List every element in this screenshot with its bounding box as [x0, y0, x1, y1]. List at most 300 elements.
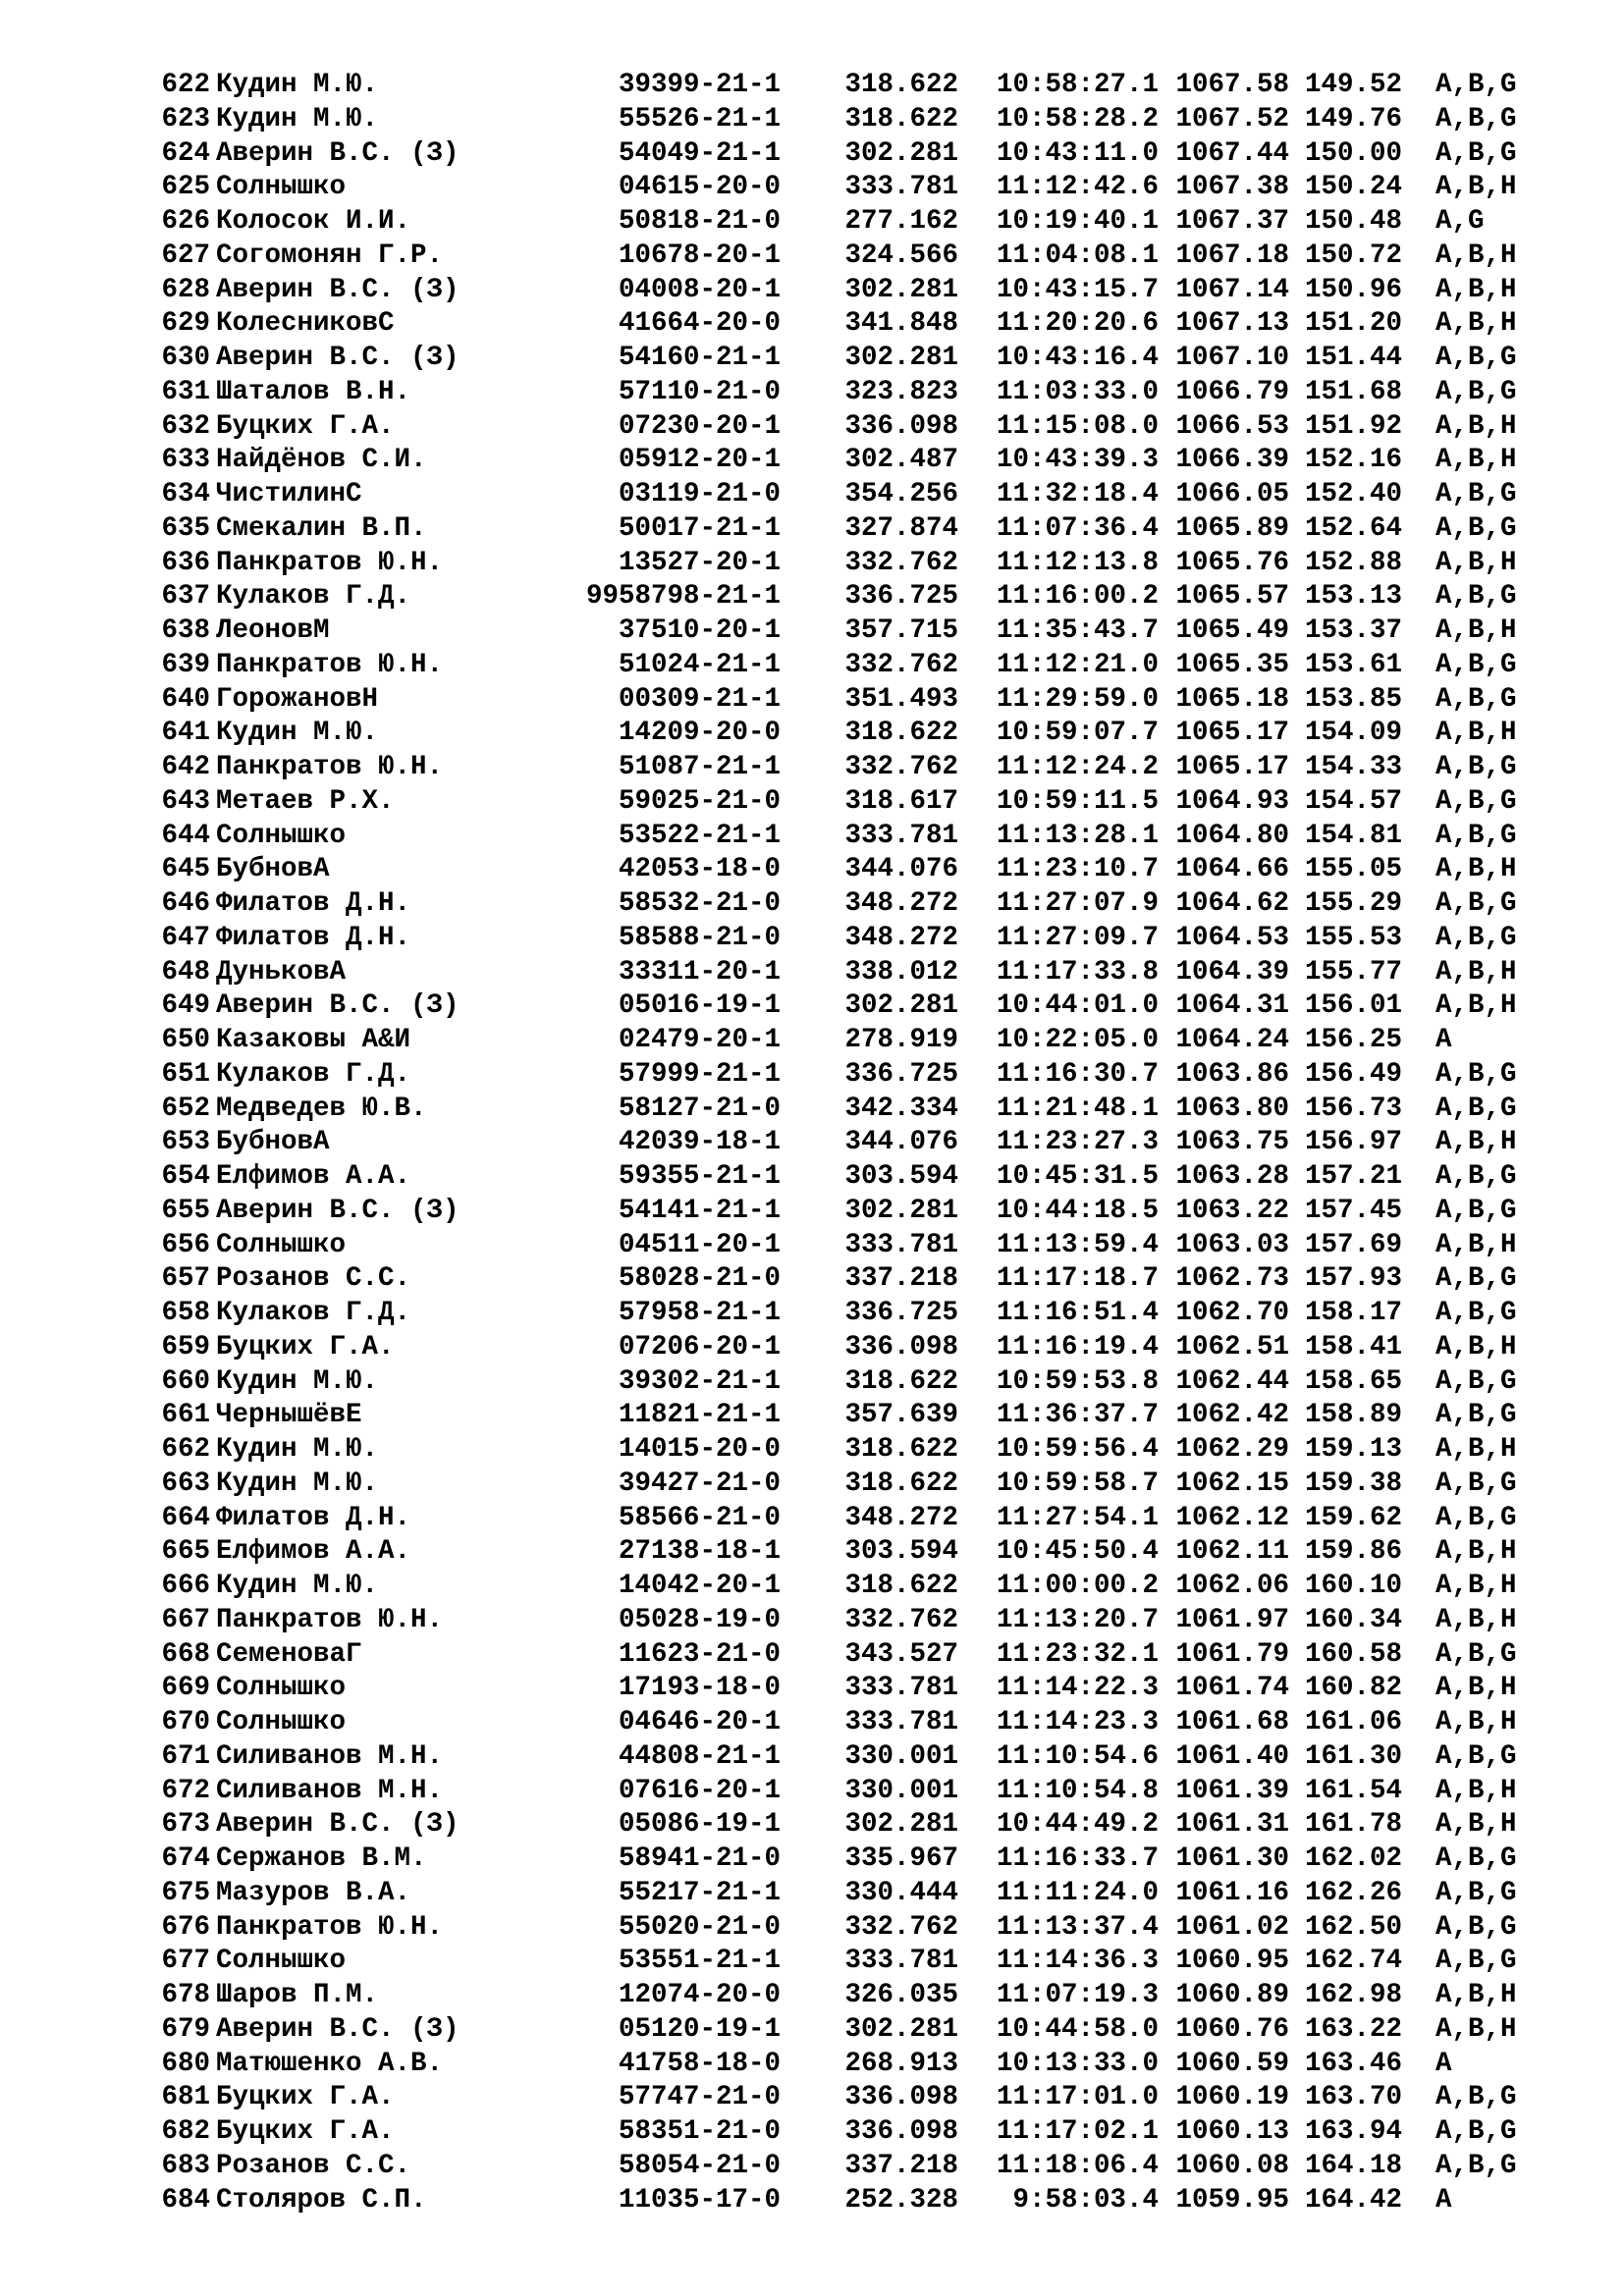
result-row: [0, 2150, 1624, 2184]
classes: A,B,G: [1435, 1911, 1517, 1943]
arrival-time: 10:59:58.7: [996, 1468, 1159, 1499]
distance: 332.762: [844, 649, 958, 680]
result-row: [0, 580, 1624, 614]
result-row: [0, 989, 1624, 1024]
arrival-time: 11:27:54.1: [996, 1502, 1159, 1533]
speed: 1064.39: [1175, 956, 1289, 988]
classes: A,B,G: [1435, 649, 1517, 680]
participant-name: Солнышко: [216, 820, 347, 851]
place-number: 644: [161, 820, 210, 851]
place-number: 672: [161, 1775, 210, 1806]
arrival-time: 11:16:19.4: [996, 1331, 1159, 1362]
place-number: 667: [161, 1604, 210, 1635]
place-number: 651: [161, 1058, 210, 1090]
result-row: [0, 785, 1624, 820]
participant-name: Филатов Д.Н.: [216, 922, 411, 953]
classes: A,B,G: [1435, 1502, 1517, 1533]
ring-number: 00309-21-1: [618, 683, 781, 715]
speed: 1065.17: [1175, 752, 1289, 782]
classes: A,B,G: [1435, 1946, 1517, 1977]
speed: 1067.52: [1175, 103, 1289, 134]
ring-number: 58566-21-0: [618, 1502, 781, 1533]
distance: 351.493: [844, 683, 958, 715]
arrival-time: 10:44:01.0: [996, 990, 1159, 1022]
ring-number: 10678-20-1: [618, 240, 781, 271]
coefficient: 162.02: [1304, 1843, 1402, 1874]
distance: 336.098: [844, 1331, 958, 1362]
ring-number: 05028-19-0: [618, 1604, 781, 1635]
classes: A,B,G: [1435, 103, 1517, 134]
participant-name: Филатов Д.Н.: [216, 1502, 411, 1533]
participant-name: Аверин В.С. (З): [216, 990, 460, 1022]
result-row: [0, 956, 1624, 990]
coefficient: 157.93: [1304, 1263, 1402, 1295]
coefficient: 164.18: [1304, 2150, 1402, 2181]
classes: A: [1435, 2048, 1452, 2079]
ring-number: 05086-19-1: [618, 1809, 781, 1841]
arrival-time: 11:27:07.9: [996, 888, 1159, 919]
coefficient: 159.86: [1304, 1536, 1402, 1568]
ring-number: 05912-20-1: [618, 445, 781, 476]
result-row: [0, 614, 1624, 649]
place-number: 657: [161, 1263, 210, 1295]
arrival-time: 11:17:02.1: [996, 2116, 1159, 2147]
distance: 336.725: [844, 581, 958, 613]
speed: 1061.16: [1175, 1877, 1289, 1908]
result-row: [0, 820, 1624, 854]
classes: A,B,H: [1435, 956, 1517, 988]
classes: A,B,G: [1435, 1468, 1517, 1499]
classes: A,B,H: [1435, 1809, 1517, 1841]
ring-number: 58588-21-0: [618, 922, 781, 953]
arrival-time: 10:45:50.4: [996, 1536, 1159, 1568]
coefficient: 163.22: [1304, 2013, 1402, 2045]
result-row: [0, 444, 1624, 478]
speed: 1061.30: [1175, 1843, 1289, 1874]
result-row: [0, 171, 1624, 205]
result-row: [0, 1842, 1624, 1877]
place-number: 670: [161, 1707, 210, 1737]
coefficient: 153.37: [1304, 615, 1402, 646]
speed: 1062.11: [1175, 1536, 1289, 1568]
distance: 252.328: [844, 2184, 958, 2216]
distance: 333.781: [844, 1707, 958, 1737]
classes: A,B,G: [1435, 1638, 1517, 1670]
arrival-time: 11:14:22.3: [996, 1673, 1159, 1704]
speed: 1063.28: [1175, 1161, 1289, 1192]
participant-name: Кудин М.Ю.: [216, 70, 379, 100]
coefficient: 153.13: [1304, 581, 1402, 613]
place-number: 659: [161, 1331, 210, 1362]
distance: 348.272: [844, 1502, 958, 1533]
ring-number: 41758-18-0: [618, 2048, 781, 2079]
result-row: [0, 512, 1624, 547]
speed: 1061.74: [1175, 1673, 1289, 1704]
distance: 268.913: [844, 2048, 958, 2079]
speed: 1065.18: [1175, 683, 1289, 715]
result-row: [0, 1535, 1624, 1570]
participant-name: Аверин В.С. (З): [216, 1195, 460, 1226]
classes: A,B,G: [1435, 376, 1517, 407]
ring-number: 58351-21-0: [618, 2116, 781, 2147]
arrival-time: 11:32:18.4: [996, 479, 1159, 509]
result-row: [0, 1911, 1624, 1946]
result-row: [0, 2013, 1624, 2048]
arrival-time: 10:58:28.2: [996, 103, 1159, 134]
coefficient: 152.16: [1304, 445, 1402, 476]
result-row: [0, 2081, 1624, 2115]
participant-name: Силиванов М.Н.: [216, 1775, 444, 1806]
distance: 330.001: [844, 1775, 958, 1806]
arrival-time: 11:16:00.2: [996, 581, 1159, 613]
classes: A,B,H: [1435, 1571, 1517, 1601]
distance: 337.218: [844, 2150, 958, 2181]
coefficient: 151.68: [1304, 376, 1402, 407]
classes: A,B,H: [1435, 547, 1517, 578]
ring-number: 11821-21-1: [618, 1400, 781, 1431]
coefficient: 156.01: [1304, 990, 1402, 1022]
participant-name: Буцких Г.А.: [216, 2116, 395, 2147]
coefficient: 150.96: [1304, 274, 1402, 305]
distance: 333.781: [844, 1946, 958, 1977]
participant-name: Кудин М.Ю.: [216, 718, 379, 749]
distance: 302.487: [844, 445, 958, 476]
arrival-time: 11:16:33.7: [996, 1843, 1159, 1874]
speed: 1061.40: [1175, 1740, 1289, 1772]
speed: 1063.80: [1175, 1093, 1289, 1124]
participant-name: Буцких Г.А.: [216, 2082, 395, 2113]
result-row: [0, 1604, 1624, 1638]
coefficient: 149.76: [1304, 103, 1402, 134]
ring-number: 04615-20-0: [618, 172, 781, 203]
arrival-time: 10:22:05.0: [996, 1025, 1159, 1055]
coefficient: 156.73: [1304, 1093, 1402, 1124]
distance: 357.715: [844, 615, 958, 646]
place-number: 664: [161, 1502, 210, 1533]
result-row: [0, 205, 1624, 240]
coefficient: 162.26: [1304, 1877, 1402, 1908]
distance: 357.639: [844, 1400, 958, 1431]
place-number: 671: [161, 1740, 210, 1772]
result-row: [0, 69, 1624, 103]
result-row: [0, 1979, 1624, 2013]
classes: A,B,H: [1435, 1536, 1517, 1568]
result-row: [0, 1058, 1624, 1093]
classes: A,B,G: [1435, 683, 1517, 715]
result-row: [0, 1740, 1624, 1775]
result-row: [0, 1433, 1624, 1468]
arrival-time: 11:15:08.0: [996, 410, 1159, 442]
ring-number: 03119-21-0: [618, 479, 781, 509]
classes: A,B,H: [1435, 615, 1517, 646]
place-number: 642: [161, 752, 210, 782]
classes: A,B,G: [1435, 2116, 1517, 2147]
distance: 333.781: [844, 820, 958, 851]
ring-number: 54160-21-1: [618, 343, 781, 373]
ring-number: 14015-20-0: [618, 1434, 781, 1465]
coefficient: 160.82: [1304, 1673, 1402, 1704]
arrival-time: 11:21:48.1: [996, 1093, 1159, 1124]
classes: A,B,G: [1435, 785, 1517, 817]
distance: 336.725: [844, 1058, 958, 1090]
speed: 1064.93: [1175, 785, 1289, 817]
coefficient: 157.69: [1304, 1229, 1402, 1260]
result-row: [0, 1945, 1624, 1979]
participant-name: Панкратов Ю.Н.: [216, 1911, 444, 1943]
distance: 302.281: [844, 343, 958, 373]
speed: 1060.95: [1175, 1946, 1289, 1977]
participant-name: Елфимов А.А.: [216, 1161, 411, 1192]
distance: 348.272: [844, 922, 958, 953]
result-row: [0, 1229, 1624, 1263]
classes: A,B,H: [1435, 718, 1517, 749]
result-row: [0, 1365, 1624, 1400]
distance: 318.617: [844, 785, 958, 817]
place-number: 674: [161, 1843, 210, 1874]
participant-name: Кудин М.Ю.: [216, 103, 379, 134]
participant-name: Аверин В.С. (З): [216, 137, 460, 169]
coefficient: 154.09: [1304, 718, 1402, 749]
arrival-time: 11:14:23.3: [996, 1707, 1159, 1737]
result-row: [0, 683, 1624, 718]
place-number: 673: [161, 1809, 210, 1841]
coefficient: 155.05: [1304, 854, 1402, 885]
place-number: 675: [161, 1877, 210, 1908]
ring-number: 50818-21-0: [618, 206, 781, 237]
place-number: 629: [161, 308, 210, 340]
place-number: 668: [161, 1638, 210, 1670]
arrival-time: 11:16:51.4: [996, 1298, 1159, 1328]
result-row: [0, 1808, 1624, 1842]
ring-number: 04646-20-1: [618, 1707, 781, 1737]
place-number: 654: [161, 1161, 210, 1192]
participant-name: Солнышко: [216, 1707, 347, 1737]
participant-name: Кудин М.Ю.: [216, 1434, 379, 1465]
arrival-time: 10:59:07.7: [996, 718, 1159, 749]
coefficient: 159.38: [1304, 1468, 1402, 1499]
arrival-time: 11:17:01.0: [996, 2082, 1159, 2113]
distance: 302.281: [844, 990, 958, 1022]
speed: 1066.05: [1175, 479, 1289, 509]
distance: 337.218: [844, 1263, 958, 1295]
coefficient: 152.88: [1304, 547, 1402, 578]
classes: A,B,H: [1435, 1707, 1517, 1737]
result-row: [0, 342, 1624, 376]
classes: A,B,H: [1435, 1980, 1517, 2010]
coefficient: 160.58: [1304, 1638, 1402, 1670]
speed: 1065.17: [1175, 718, 1289, 749]
speed: 1065.76: [1175, 547, 1289, 578]
speed: 1067.14: [1175, 274, 1289, 305]
speed: 1063.75: [1175, 1127, 1289, 1158]
distance: 336.098: [844, 2116, 958, 2147]
coefficient: 161.06: [1304, 1707, 1402, 1737]
speed: 1063.86: [1175, 1058, 1289, 1090]
participant-name: Шаров П.М.: [216, 1980, 379, 2010]
place-number: 669: [161, 1673, 210, 1704]
coefficient: 159.62: [1304, 1502, 1402, 1533]
distance: 318.622: [844, 70, 958, 100]
arrival-time: 11:35:43.7: [996, 615, 1159, 646]
place-number: 678: [161, 1980, 210, 2010]
distance: 327.874: [844, 512, 958, 544]
ring-number: 11623-21-0: [618, 1638, 781, 1670]
participant-name: Казаковы А&И: [216, 1025, 411, 1055]
arrival-time: 10:43:16.4: [996, 343, 1159, 373]
classes: A: [1435, 2184, 1452, 2216]
place-number: 661: [161, 1400, 210, 1431]
participant-name: ЛеоновМ: [216, 615, 330, 646]
ring-number: 17193-18-0: [618, 1673, 781, 1704]
arrival-time: 11:11:24.0: [996, 1877, 1159, 1908]
coefficient: 158.89: [1304, 1400, 1402, 1431]
speed: 1067.18: [1175, 240, 1289, 271]
place-number: 649: [161, 990, 210, 1022]
speed: 1060.13: [1175, 2116, 1289, 2147]
distance: 326.035: [844, 1980, 958, 2010]
classes: A,B,G: [1435, 70, 1517, 100]
classes: A,B,H: [1435, 1673, 1517, 1704]
arrival-time: 11:03:33.0: [996, 376, 1159, 407]
place-number: 660: [161, 1365, 210, 1397]
place-number: 648: [161, 956, 210, 988]
speed: 1067.10: [1175, 343, 1289, 373]
classes: A,B,H: [1435, 410, 1517, 442]
ring-number: 57747-21-0: [618, 2082, 781, 2113]
place-number: 631: [161, 376, 210, 407]
result-row: [0, 1024, 1624, 1058]
participant-name: Буцких Г.А.: [216, 410, 395, 442]
result-row: [0, 2048, 1624, 2082]
participant-name: Матюшенко А.В.: [216, 2048, 444, 2079]
ring-number: 59355-21-1: [618, 1161, 781, 1192]
arrival-time: 11:18:06.4: [996, 2150, 1159, 2181]
results-table: [0, 69, 1624, 2217]
distance: 332.762: [844, 1911, 958, 1943]
participant-name: Кулаков Г.Д.: [216, 1058, 411, 1090]
participant-name: КолесниковС: [216, 308, 395, 340]
ring-number: 9958798-21-1: [585, 581, 781, 613]
distance: 323.823: [844, 376, 958, 407]
place-number: 638: [161, 615, 210, 646]
place-number: 656: [161, 1229, 210, 1260]
coefficient: 156.97: [1304, 1127, 1402, 1158]
place-number: 626: [161, 206, 210, 237]
ring-number: 59025-21-0: [618, 785, 781, 817]
arrival-time: 10:44:58.0: [996, 2013, 1159, 2045]
coefficient: 158.17: [1304, 1298, 1402, 1328]
distance: 354.256: [844, 479, 958, 509]
coefficient: 157.21: [1304, 1161, 1402, 1192]
speed: 1064.24: [1175, 1025, 1289, 1055]
ring-number: 58127-21-0: [618, 1093, 781, 1124]
place-number: 643: [161, 785, 210, 817]
arrival-time: 11:23:27.3: [996, 1127, 1159, 1158]
participant-name: Солнышко: [216, 1946, 347, 1977]
ring-number: 27138-18-1: [618, 1536, 781, 1568]
speed: 1062.44: [1175, 1365, 1289, 1397]
coefficient: 157.45: [1304, 1195, 1402, 1226]
arrival-time: 10:43:39.3: [996, 445, 1159, 476]
ring-number: 42039-18-1: [618, 1127, 781, 1158]
result-row: [0, 307, 1624, 342]
result-row: [0, 1570, 1624, 1604]
distance: 318.622: [844, 1571, 958, 1601]
arrival-time: 11:13:20.7: [996, 1604, 1159, 1635]
participant-name: ЧистилинС: [216, 479, 362, 509]
speed: 1064.66: [1175, 854, 1289, 885]
coefficient: 162.50: [1304, 1911, 1402, 1943]
participant-name: Шаталов В.Н.: [216, 376, 411, 407]
distance: 318.622: [844, 1434, 958, 1465]
classes: A,B,G: [1435, 922, 1517, 953]
place-number: 662: [161, 1434, 210, 1465]
ring-number: 12074-20-0: [618, 1980, 781, 2010]
place-number: 680: [161, 2048, 210, 2079]
ring-number: 57958-21-1: [618, 1298, 781, 1328]
speed: 1061.31: [1175, 1809, 1289, 1841]
coefficient: 152.40: [1304, 479, 1402, 509]
classes: A,B,G: [1435, 581, 1517, 613]
ring-number: 37510-20-1: [618, 615, 781, 646]
classes: A,B,H: [1435, 172, 1517, 203]
classes: A,B,H: [1435, 990, 1517, 1022]
place-number: 633: [161, 445, 210, 476]
classes: A,B,H: [1435, 2013, 1517, 2045]
result-row: [0, 1093, 1624, 1127]
participant-name: Розанов С.С.: [216, 2150, 411, 2181]
result-row: [0, 1262, 1624, 1297]
arrival-time: 11:20:20.6: [996, 308, 1159, 340]
ring-number: 07230-20-1: [618, 410, 781, 442]
arrival-time: 11:14:36.3: [996, 1946, 1159, 1977]
participant-name: Силиванов М.Н.: [216, 1740, 444, 1772]
classes: A,B,G: [1435, 137, 1517, 169]
arrival-time: 11:12:42.6: [996, 172, 1159, 203]
distance: 278.919: [844, 1025, 958, 1055]
participant-name: Панкратов Ю.Н.: [216, 547, 444, 578]
coefficient: 155.53: [1304, 922, 1402, 953]
ring-number: 05120-19-1: [618, 2013, 781, 2045]
speed: 1062.15: [1175, 1468, 1289, 1499]
distance: 344.076: [844, 1127, 958, 1158]
ring-number: 41664-20-0: [618, 308, 781, 340]
ring-number: 57110-21-0: [618, 376, 781, 407]
place-number: 677: [161, 1946, 210, 1977]
classes: A,B,G: [1435, 752, 1517, 782]
coefficient: 156.25: [1304, 1025, 1402, 1055]
arrival-time: 11:04:08.1: [996, 240, 1159, 271]
ring-number: 44808-21-1: [618, 1740, 781, 1772]
coefficient: 150.00: [1304, 137, 1402, 169]
place-number: 625: [161, 172, 210, 203]
ring-number: 55217-21-1: [618, 1877, 781, 1908]
arrival-time: 10:44:18.5: [996, 1195, 1159, 1226]
place-number: 679: [161, 2013, 210, 2045]
place-number: 627: [161, 240, 210, 271]
speed: 1065.89: [1175, 512, 1289, 544]
result-row: [0, 478, 1624, 512]
coefficient: 158.65: [1304, 1365, 1402, 1397]
arrival-time: 11:29:59.0: [996, 683, 1159, 715]
ring-number: 58941-21-0: [618, 1843, 781, 1874]
ring-number: 57999-21-1: [618, 1058, 781, 1090]
arrival-time: 11:13:28.1: [996, 820, 1159, 851]
place-number: 676: [161, 1911, 210, 1943]
speed: 1061.97: [1175, 1604, 1289, 1635]
speed: 1060.76: [1175, 2013, 1289, 2045]
speed: 1060.08: [1175, 2150, 1289, 2181]
